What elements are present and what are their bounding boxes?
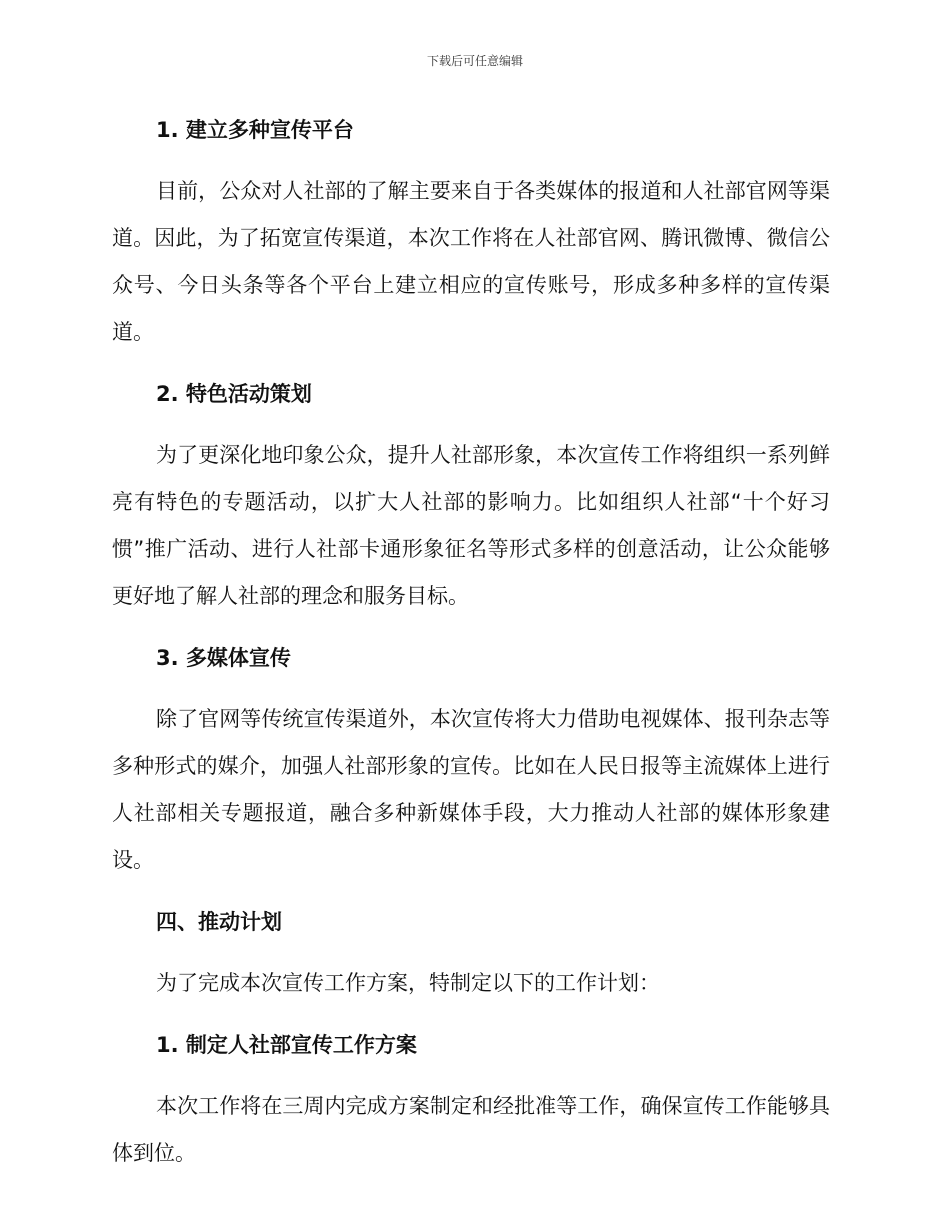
document-body bbox=[112, 112, 830, 1177]
section-heading-multimedia: 3. 多媒体宣传 bbox=[156, 646, 291, 670]
section-heading-scheme: 1. 制定人社部宣传工作方案 bbox=[156, 1033, 417, 1057]
section-paragraph-scheme: 本次工作将在三周内完成方案制定和经批准等工作，确保宣传工作能够具体到位。 bbox=[112, 1094, 830, 1165]
section-paragraph-plan: 为了完成本次宣传工作方案，特制定以下的工作计划： bbox=[156, 971, 660, 995]
section-paragraph-platforms: 目前，公众对人社部的了解主要来自于各类媒体的报道和人社部官网等渠道。因此，为了拓宽宣传渠道，本次工作将在人社部官网、腾讯微博、微信公众号、今日头条等各个平台上建立相应的宣传账号，形成多种多样的宣传渠道。 bbox=[112, 179, 830, 344]
section-paragraph-multimedia: 除了官网等传统宣传渠道外，本次宣传将大力借助电视媒体、报刊杂志等多种形式的媒介，加强人社部形象的宣传。比如在人民日报等主流媒体上进行人社部相关专题报道，融合多种新媒体手段，大力推动人社部的媒体形象建设。 bbox=[112, 707, 830, 872]
header-note: 下载后可任意编辑 bbox=[426, 54, 523, 68]
section-heading-platforms: 1. 建立多种宣传平台 bbox=[156, 118, 354, 142]
section-paragraph-activities: 为了更深化地印象公众，提升人社部形象，本次宣传工作将组织一系列鲜亮有特色的专题活动，以扩大人社部的影响力。比如组织人社部“十个好习惯”推广活动、进行人社部卡通形象征名等形式多样的创意活动，让公众能够更好地了解人社部的理念和服务目标。 bbox=[112, 443, 830, 608]
section-heading-plan: 四、推动计划 bbox=[156, 910, 282, 934]
section-heading-activities: 2. 特色活动策划 bbox=[156, 382, 312, 406]
